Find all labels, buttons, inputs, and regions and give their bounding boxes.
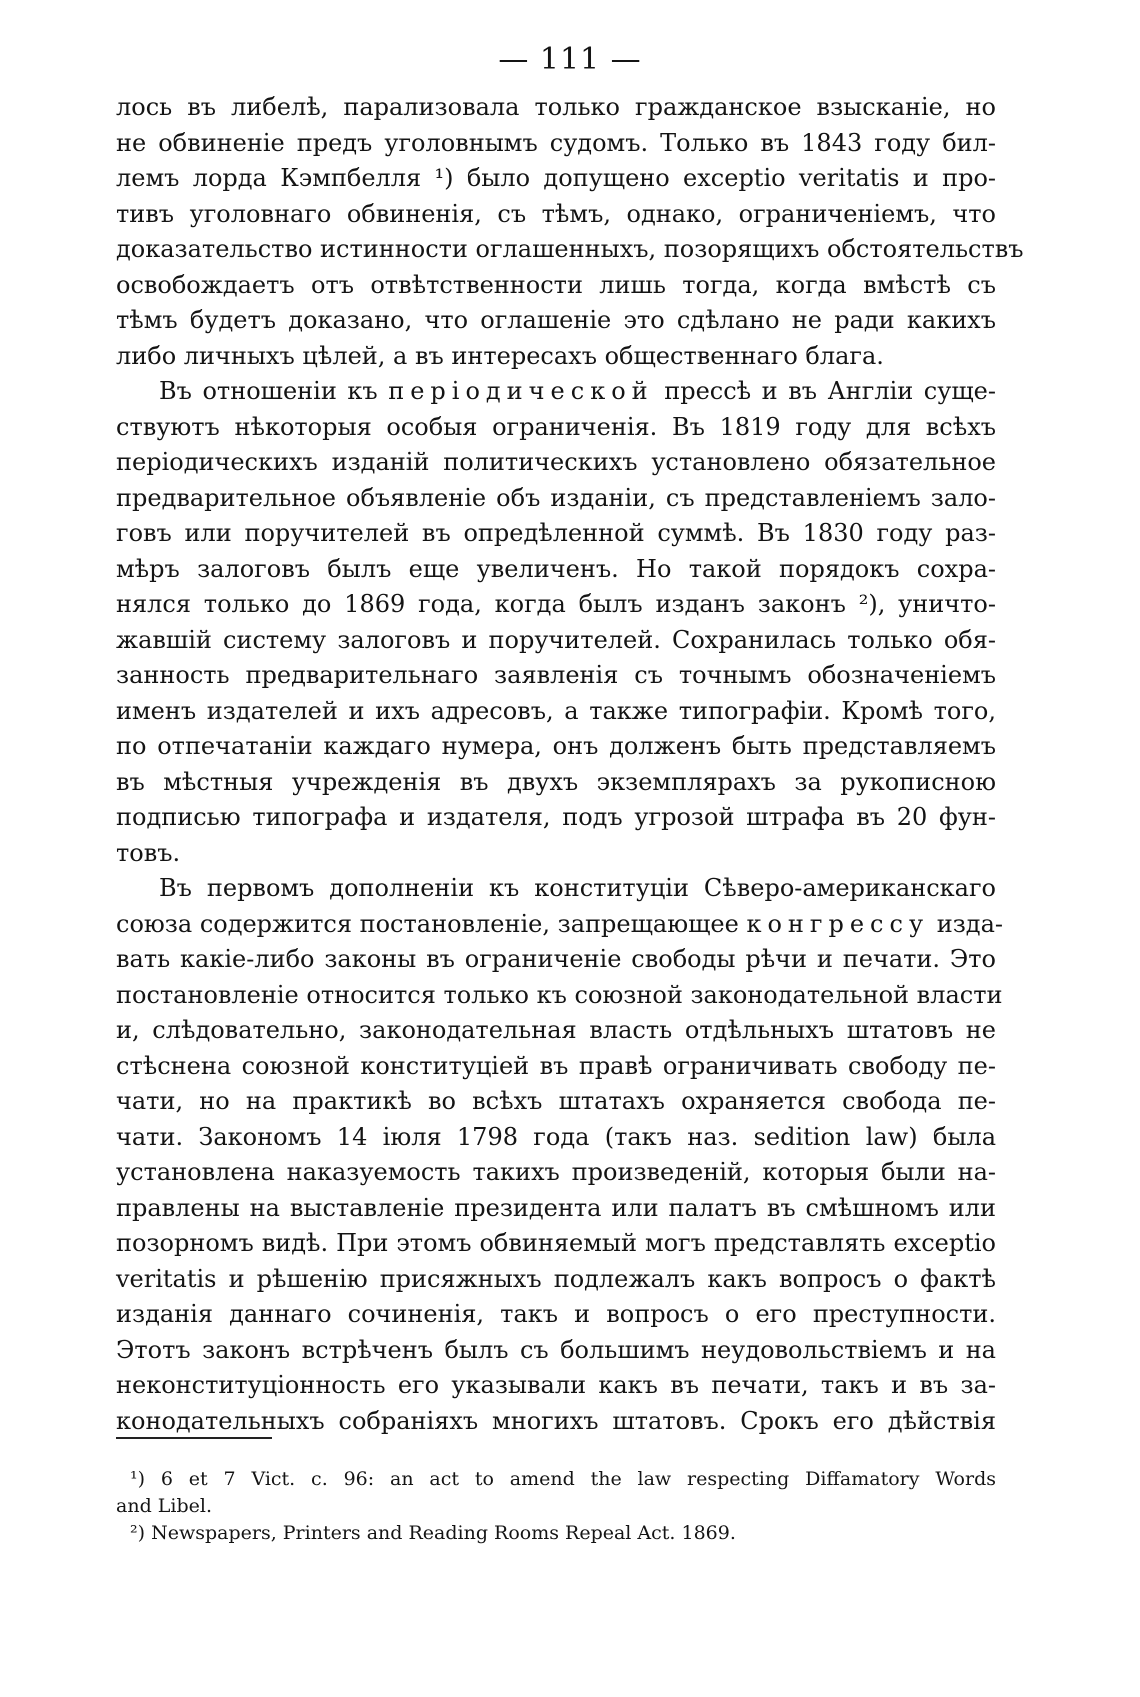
body-text [116, 90, 1024, 1439]
text-line: либо личныхъ цѣлей, а въ интересахъ общественнаго блага. [116, 341, 884, 370]
text-line: вать какіе-либо законы въ ограниченіе свободы рѣчи и печати. Это [116, 945, 996, 973]
text-line: предварительное объявленіе объ изданіи, съ представленіемъ зало- [116, 483, 996, 512]
text-line: по отпечатаніи каждаго нумера, онъ долженъ быть представляемъ [116, 732, 996, 760]
text-line: занность предварительнаго заявленія съ точнымъ обозначеніемъ [116, 661, 996, 689]
paragraph-2 [116, 374, 996, 871]
text-line: лемъ лорда Кэмпбелля ¹) было допущено exceptio veritatis и про- [116, 164, 996, 192]
text-line: мѣръ залоговъ былъ еще увеличенъ. Но такой порядокъ сохра- [116, 554, 996, 583]
footnote-1 [116, 1466, 996, 1493]
text-line: ствуютъ нѣкоторыя особыя ограниченія. Въ 1819 году для всѣхъ [116, 412, 996, 441]
text-line: подписью типографа и издателя, подъ угрозой штрафа въ 20 фун- [116, 803, 996, 831]
text-line: жавшій систему залоговъ и поручителей. Сохранилась только обя- [116, 625, 996, 654]
footnote-marker: ¹) [130, 1468, 146, 1490]
page-number: — 111 — [498, 42, 642, 77]
text-segment: прессѣ и въ Англіи суще- [664, 377, 996, 405]
text-line: нялся только до 1869 года, когда былъ изданъ законъ ²), уничто- [116, 590, 996, 618]
text-line: въ мѣстныя учрежденія въ двухъ экземплярахъ за рукописною [116, 767, 996, 796]
footnote-text: Newspapers, Printers and Reading Rooms Repeal Act. 1869. [151, 1522, 736, 1544]
footnote-separator [116, 1437, 272, 1439]
text-line: конодательныхъ собраніяхъ многихъ штатовъ. Срокъ его дѣйствія [116, 1406, 996, 1435]
text-line: періодическихъ изданій политическихъ установлено обязательное [116, 448, 996, 476]
text-line: позорномъ видѣ. При этомъ обвиняемый могъ представлять exceptio [116, 1229, 996, 1257]
footnote-2 [116, 1520, 996, 1547]
text-line: и, слѣдовательно, законодательная власть отдѣльныхъ штатовъ не [116, 1016, 996, 1044]
text-line [116, 374, 996, 410]
text-line: стѣснена союзной конституціей въ правѣ ограничивать свободу пе- [116, 1051, 996, 1080]
text-line: постановленіе относится только къ союзной законодательной власти [116, 980, 1003, 1009]
paragraph-1 [116, 90, 1024, 374]
text-segment: союза содержится постановленіе, запрещающее [116, 909, 739, 938]
text-segment: Въ отношеніи къ [159, 377, 378, 405]
emphasized-word: періодической [388, 377, 654, 405]
text-line: лось въ либелѣ, парализовала только гражданское взысканіе, но [116, 93, 996, 121]
text-line: установлена наказуемость такихъ произведеній, которыя были на- [116, 1158, 996, 1186]
text-line: говъ или поручителей въ опредѣленной суммѣ. Въ 1830 году раз- [116, 519, 996, 547]
text-line: не обвиненіе предъ уголовнымъ судомъ. Только въ 1843 году бил- [116, 128, 996, 157]
text-line: тивъ уголовнаго обвиненія, съ тѣмъ, однако, ограниченіемъ, что [116, 199, 996, 228]
text-line: Въ первомъ дополненіи къ конституціи Сѣверо-американскаго [159, 874, 996, 902]
emphasized-word: конгрессу [746, 909, 930, 938]
footnotes [116, 1466, 996, 1547]
text-line: именъ издателей и ихъ адресовъ, а также типографіи. Кромѣ того, [116, 696, 996, 725]
text-line [116, 907, 1003, 943]
paragraph-3 [116, 871, 1003, 1439]
text-line: освобождаетъ отъ отвѣтственности лишь тогда, когда вмѣстѣ съ [116, 270, 996, 299]
footnote-marker: ²) [130, 1522, 146, 1544]
text-line: veritatis и рѣшенію присяжныхъ подлежалъ какъ вопросъ о фактѣ [116, 1264, 996, 1293]
text-line: чати. Закономъ 14 іюля 1798 года (такъ наз. sedition law) была [116, 1122, 996, 1151]
text-line: доказательство истинности оглашенныхъ, позорящихъ обстоятельствъ [116, 235, 1024, 263]
text-line: тѣмъ будетъ доказано, что оглашеніе это сдѣлано не ради какихъ [116, 306, 996, 334]
text-line: чати, но на практикѣ во всѣхъ штатахъ охраняется свобода пе- [116, 1087, 996, 1115]
footnote-1-continuation: and Libel. [116, 1495, 212, 1517]
text-line: правлены на выставленіе президента или палатъ въ смѣшномъ или [116, 1193, 996, 1222]
text-line: товъ. [116, 838, 181, 867]
text-line: Этотъ законъ встрѣченъ былъ съ большимъ неудовольствіемъ и на [116, 1335, 996, 1364]
text-line: изданія даннаго сочиненія, такъ и вопросъ о его преступности. [116, 1300, 996, 1328]
text-segment: изда- [936, 909, 1003, 938]
footnote-text: 6 et 7 Vict. c. 96: an act to amend the law respecting Diffamatory Words [160, 1468, 996, 1490]
text-line: неконституціонность его указывали какъ въ печати, такъ и въ за- [116, 1371, 996, 1399]
